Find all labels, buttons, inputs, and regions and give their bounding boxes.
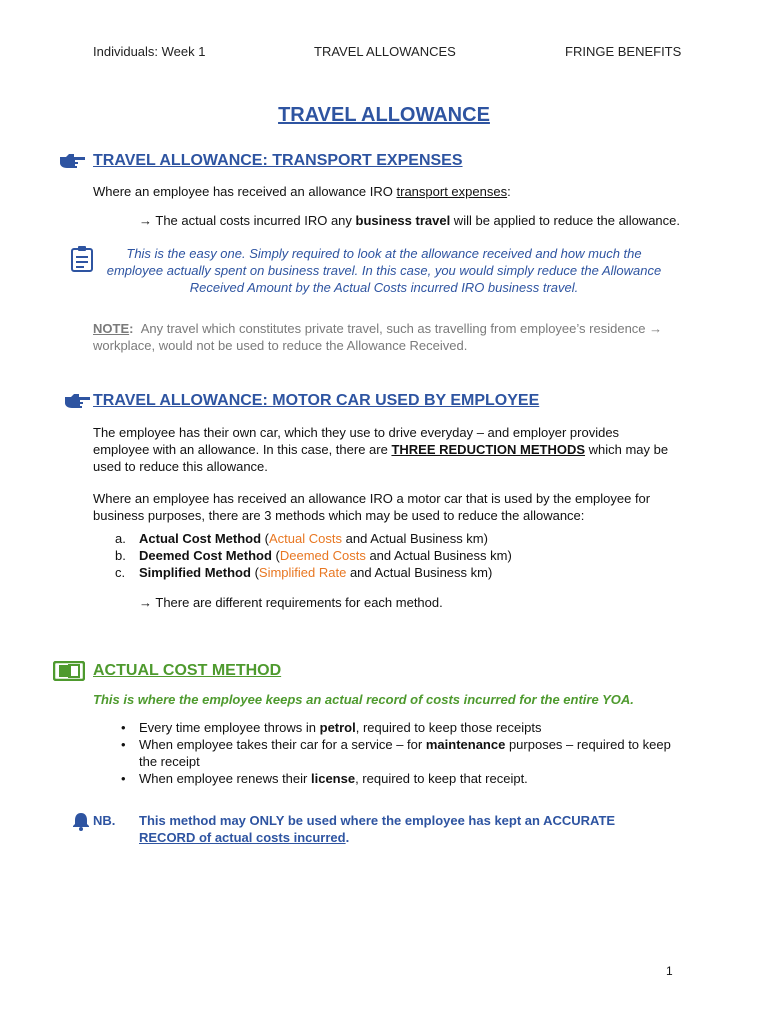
pointing-hand-icon <box>63 392 91 410</box>
pointing-hand-icon <box>58 152 86 170</box>
header-left: Individuals: Week 1 <box>93 44 206 59</box>
nb-text: This method may ONLY be used where the employee has kept an ACCURATE RECORD of actual costs incurred. <box>139 813 616 845</box>
list-item: b. Deemed Cost Method (Deemed Costs and Actual Business km) <box>115 548 512 563</box>
transport-intro: Where an employee has received an allowance IRO transport expenses: <box>93 184 511 199</box>
section-heading-transport: TRAVEL ALLOWANCE: TRANSPORT EXPENSES <box>93 152 463 169</box>
note-label: NOTE <box>93 321 130 336</box>
bell-icon <box>72 811 90 831</box>
section-heading-actual-cost: ACTUAL COST METHOD <box>93 662 282 679</box>
transport-note: NOTE: Any travel which constitutes private travel, such as travelling from employee’s residence → workplace, would not be used to reduce the Allowance Received. <box>93 321 663 353</box>
list-item: • When employee takes their car for a service – for maintenance purposes – required to keep the receipt <box>117 736 673 770</box>
section-heading-motor-car: TRAVEL ALLOWANCE: MOTOR CAR USED BY EMPLOYEE <box>93 392 540 409</box>
transport-expenses-text: transport expenses <box>396 184 508 199</box>
clipboard-list-icon <box>69 245 95 273</box>
actual-cost-bullets <box>117 719 673 787</box>
header-right: FRINGE BENEFITS <box>565 44 682 59</box>
list-item: • When employee renews their license, required to keep that receipt. <box>117 770 673 787</box>
actual-cost-subtitle: This is where the employee keeps an actual record of costs incurred for the entire YOA. <box>93 692 634 707</box>
list-item: • Every time employee throws in petrol, required to keep those receipts <box>117 719 673 736</box>
list-item: a. Actual Cost Method (Actual Costs and Actual Business km) <box>115 531 488 546</box>
nb-label: NB. <box>93 813 116 828</box>
page-number: 1 <box>666 964 673 978</box>
list-item: c. Simplified Method (Simplified Rate and Actual Business km) <box>115 565 493 580</box>
page-title: TRAVEL ALLOWANCE <box>278 104 490 126</box>
transport-arrow-point: → The actual costs incurred IRO any business travel will be applied to reduce the allowance. <box>139 213 680 228</box>
methods-list <box>115 530 675 581</box>
header-center: TRAVEL ALLOWANCES <box>314 44 456 59</box>
transport-explanation: This is the easy one. Simply required to look at the allowance received and how much the employee actually spent on business travel. In this case, you would simply reduce the Allowance Received Amount by the Actual Costs incurred IRO business travel. <box>106 246 662 295</box>
methods-arrow-point: → There are different requirements for each method. <box>139 595 443 610</box>
motor-car-para2: Where an employee has received an allowance IRO a motor car that is used by the employee for business purposes, there are 3 methods which may be used to reduce the allowance: <box>93 491 651 523</box>
motor-car-para1: The employee has their own car, which they use to drive everyday – and employer provides employee with an allowance. In this case, there are THREE REDUCTION METHODS which may be used to reduce this allowance. <box>93 425 669 474</box>
reading-book-icon <box>53 661 85 681</box>
